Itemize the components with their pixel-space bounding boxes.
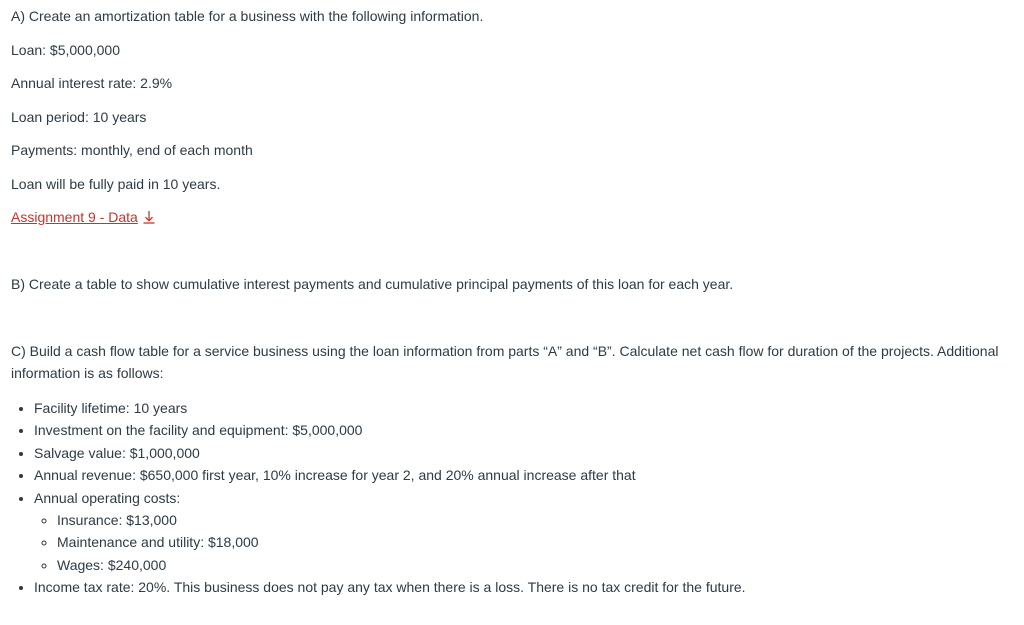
- interest-rate-line: Annual interest rate: 2.9%: [11, 75, 173, 91]
- loan-amount-line: Loan: $5,000,000: [11, 41, 120, 58]
- list-item-maintenance: ◦ Maintenance and utility: $18,000: [57, 531, 1013, 553]
- fully-paid-line: Loan will be fully paid in 10 years.: [11, 175, 221, 192]
- assignment-data-link[interactable]: [11, 209, 138, 225]
- operating-costs-label: Annual operating costs:: [34, 489, 181, 506]
- list-item-insurance: ◦ Insurance: $13,000: [57, 509, 1013, 531]
- additional-info-list: [11, 397, 1013, 599]
- list-item-salvage: • Salvage value: $1,000,000: [34, 442, 1013, 465]
- list-item-income-tax: • Income tax rate: 20%. This business does not pay any tax when there is a loss. There is no tax credit for the future.: [34, 576, 1013, 599]
- list-item-wages: ◦ Wages: $240,000: [57, 554, 1013, 576]
- loan-period-line: Loan period: 10 years: [11, 108, 147, 125]
- operating-costs-list: [34, 509, 1013, 576]
- list-item-operating-costs: [34, 487, 1013, 576]
- assignment-data-link-label: Assignment 9 - Data: [11, 208, 138, 225]
- part-b-text: B) Create a table to show cumulative interest payments and cumulative principal payments of this loan for each year.: [11, 275, 734, 292]
- list-item-facility-lifetime: • Facility lifetime: 10 years: [34, 397, 1013, 420]
- list-item-investment: • Investment on the facility and equipment: $5,000,000: [34, 419, 1013, 442]
- part-c-text: C) Build a cash flow table for a service business using the loan information from parts “A” and “B”. Calculate net cash flow for duration of the projects. Additional information is as follows:: [11, 342, 999, 381]
- payments-line: Payments: monthly, end of each month: [11, 142, 253, 158]
- list-item-revenue: • Annual revenue: $650,000 first year, 10% increase for year 2, and 20% annual increase after that: [34, 464, 1013, 487]
- download-arrow-icon[interactable]: [142, 209, 156, 223]
- part-a-title: A) Create an amortization table for a business with the following information.: [11, 8, 484, 24]
- download-row: [11, 207, 1013, 227]
